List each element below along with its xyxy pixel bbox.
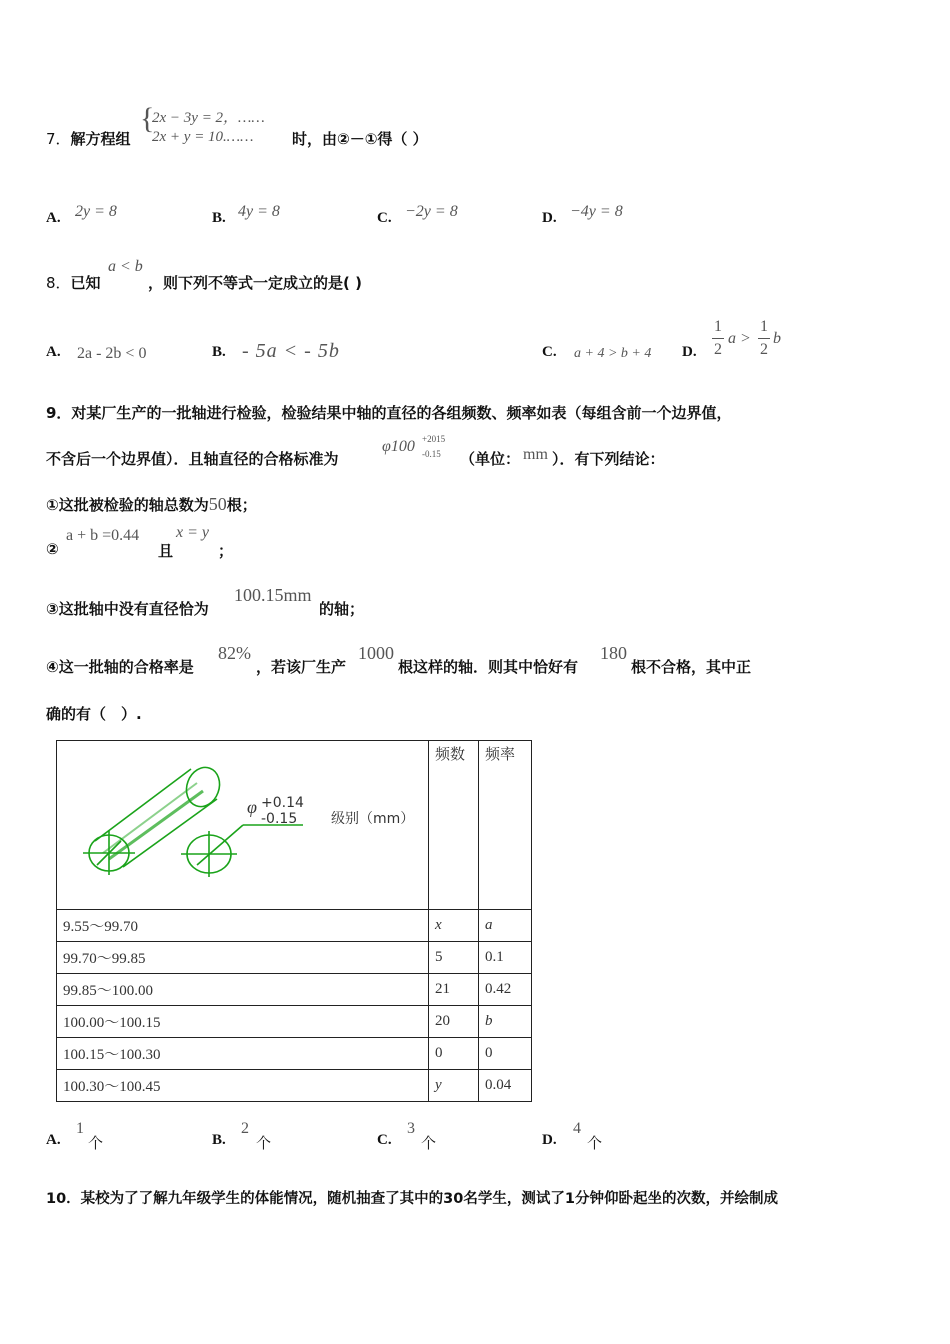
q8-stem [46,272,101,293]
table-row [57,942,532,974]
range-cell: 100.15～100.30 [57,1038,429,1070]
range-cell: 9.55～99.70 [57,910,429,942]
q9-option-a-unit: 个 [88,1134,104,1152]
q9-option-c-num: 3 [407,1120,415,1137]
q7-option-d-letter[interactable]: D. [542,210,557,226]
q9-c4-value1: 82% [218,643,251,663]
q9-unit: mm [523,446,548,463]
q8-option-c-expr: a + 4 > b + 4 [574,346,652,361]
q7-option-c-expr: −2y = 8 [405,203,458,220]
q10-stem: 10．某校为了了解九年级学生的体能情况，随机抽查了其中的30名学生，测试了1分钟仰卧起坐的次数，并绘制成 [46,1191,778,1207]
count-cell: 5 [429,942,479,974]
q7-eq1: 2x − 3y = 2，…… [152,110,265,126]
q8-d-den1: 2 [714,341,722,358]
q7-number: 7． [46,130,71,148]
q8-option-d-expr [710,318,800,366]
q9-c4-value2: 1000 [358,643,394,663]
q7-eq2: 2x + y = 10.…… [152,129,254,145]
q9-c4-value3: 180 [600,643,627,663]
cross-section-icon [181,825,303,877]
q8-d-num2: 1 [760,318,768,335]
q9-standard-sub: -0.15 [422,449,441,459]
q7-option-b-expr: 4y = 8 [238,203,280,220]
rate-cell: a [479,910,532,942]
q8-option-b-expr: - 5a < - 5b [242,340,340,362]
rate-cell: 0.04 [479,1070,532,1102]
range-cell: 99.85～100.00 [57,974,429,1006]
diagram-level-label: 级别（mm） [331,811,415,827]
q9-option-a-num: 1 [76,1120,84,1137]
table-diagram-cell [57,741,429,910]
q9-option-d-num: 4 [573,1120,581,1137]
range-cell: 100.30～100.45 [57,1070,429,1102]
q9-option-b-num: 2 [241,1120,249,1137]
shaft-diagram [57,741,440,909]
q9-conclusion-1 [46,494,257,515]
q8-d-num1: 1 [714,318,722,335]
diagram-upper-tol: +0.14 [261,795,304,811]
count-cell: 21 [429,974,479,1006]
q9-line1: 9．对某厂生产的一批轴进行检验，检验结果中轴的直径的各组频数、频率如表（每组含前一个边界值， [46,404,732,422]
q7-prefix: 解方程组 [70,130,131,148]
table-row [57,1006,532,1038]
q8-option-d-letter[interactable]: D. [682,344,697,360]
q9-option-d-unit: 个 [587,1134,603,1152]
q9-c2-mark: ② [46,540,59,558]
q8-option-b-letter[interactable]: B. [212,344,226,360]
q8-d-den2: 2 [760,341,768,358]
count-cell: y [429,1070,479,1102]
q9-c3-end: 的轴； [319,600,365,618]
q8-option-c-letter[interactable]: C. [542,344,557,360]
q8-suffix: ，则下列不等式一定成立的是( ) [148,274,362,292]
q9-c4-d: 根不合格，其中正 [631,658,752,676]
count-cell: x [429,910,479,942]
rate-cell: 0.42 [479,974,532,1006]
q8-prefix: 已知 [70,274,101,292]
q9-frequency-table [56,740,532,1102]
q9-c3-text: ③这批轴中没有直径恰为 [46,600,209,618]
q9-c4-b: ，若该厂生产 [256,658,347,676]
q9-c1-text: ①这批被检验的轴总数为 [46,496,209,514]
q9-line2-b: （单位： [460,450,521,468]
header-frequency-rate [479,741,532,910]
q9-question-end: 确的有（ ）. [46,705,142,723]
q8-option-a-expr: 2a - 2b < 0 [77,345,147,362]
q8-d-fraction-bar2 [758,338,770,339]
q8-option-a-letter[interactable]: A. [46,344,61,360]
q7-option-d-expr: −4y = 8 [570,203,623,220]
q9-option-d-letter[interactable]: D. [542,1132,557,1148]
q9-line2-a: 不含后一个边界值）．且轴直径的合格标准为 [46,450,339,468]
q8-number: 8． [46,274,71,292]
q8-d-fraction-bar1 [712,338,724,339]
q9-option-b-letter[interactable]: B. [212,1132,226,1148]
q9-c4-text: ④这一批轴的合格率是 [46,658,194,676]
q9-c1-end: 根； [226,496,257,514]
rate-cell: b [479,1006,532,1038]
q7-stem [46,128,131,149]
q9-option-c-letter[interactable]: C. [377,1132,392,1148]
q8-condition: a < b [108,258,143,275]
header-rate-label: 频率 [485,747,516,763]
q7-brace: { [140,102,155,135]
diagram-phi: φ [247,797,257,817]
table-row [57,1070,532,1102]
q9-c2-expr2: x = y [176,524,209,541]
q7-option-a-letter[interactable]: A. [46,210,61,226]
range-cell: 100.00～100.15 [57,1006,429,1038]
q9-option-c-unit: 个 [421,1134,437,1152]
q7-option-b-letter[interactable]: B. [212,210,226,226]
range-cell: 99.70～99.85 [57,942,429,974]
table-row [57,910,532,942]
count-cell: 20 [429,1006,479,1038]
rate-cell: 0 [479,1038,532,1070]
q7-option-c-letter[interactable]: C. [377,210,392,226]
q9-standard-sup: +2015 [422,434,446,444]
q8-d-var2: b [773,330,781,347]
cylinder-icon [83,763,225,875]
q9-standard-base: φ100 [382,438,415,455]
q9-line2-c: ）．有下列结论： [552,450,665,468]
table-row [57,974,532,1006]
q8-d-var1: a > [728,330,751,347]
q9-c2-and: 且 [158,542,174,560]
table-header-row [57,741,532,910]
diagram-lower-tol: -0.15 [261,811,298,827]
rate-cell: 0.1 [479,942,532,974]
q9-c2-end: ； [218,542,234,560]
header-freq-label: 频数 [435,747,466,763]
q7-suffix: 时，由②－①得（ ） [292,130,428,148]
q9-c4-c: 根这样的轴．则其中恰好有 [398,658,579,676]
q9-c3-value: 100.15mm [234,585,312,605]
count-cell: 0 [429,1038,479,1070]
q9-option-b-unit: 个 [256,1134,272,1152]
q9-c2-expr [66,527,139,545]
q7-option-a-expr: 2y = 8 [75,203,117,220]
table-row [57,1038,532,1070]
q9-option-a-letter[interactable]: A. [46,1132,61,1148]
q9-c2-expr-text: a + b =0.44 [66,527,140,544]
q9-c1-value: 50 [208,494,227,514]
